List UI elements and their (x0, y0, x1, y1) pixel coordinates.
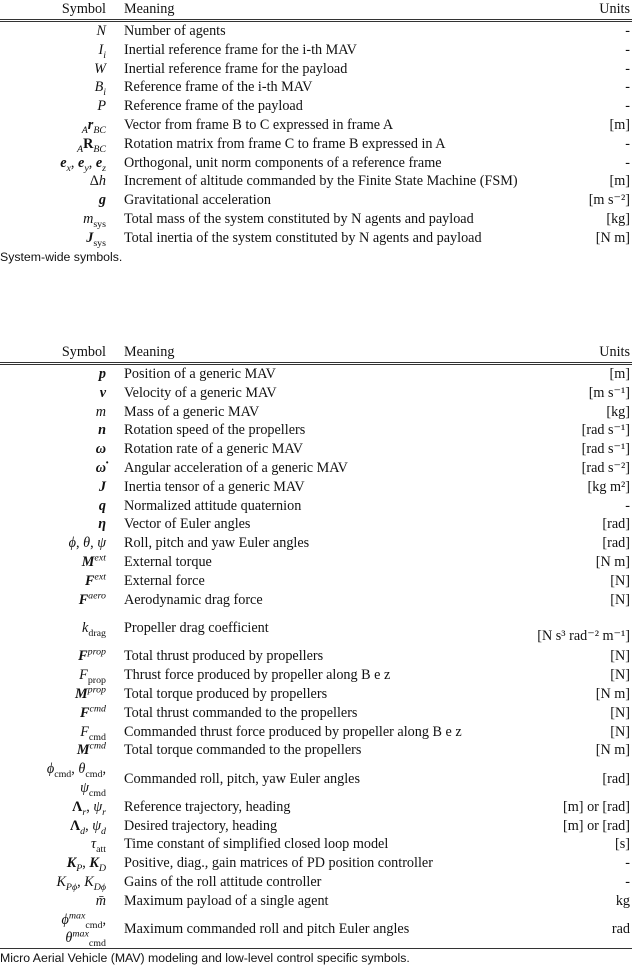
table-row (0, 760, 632, 798)
units-cell: [m] or [rad] (563, 817, 630, 834)
units-cell: [rad s⁻¹] (581, 441, 630, 458)
meaning-cell: Gravitational acceleration (124, 192, 271, 209)
meaning-cell: Desired trajectory, heading (124, 817, 278, 834)
symbol-cell: $K_{P\phi}$, $K_{D\phi}$ (56, 873, 106, 893)
symbol-cell: Δh (89, 173, 106, 190)
table-row (0, 478, 632, 497)
symbol-cell: $_Ar_{BC}$ (81, 116, 106, 136)
meaning-cell: Position of a generic MAV (124, 366, 276, 382)
table-row (0, 78, 632, 97)
symbol-cell: P (97, 98, 106, 115)
units-cell: - (625, 98, 630, 115)
symbol-cell: $\Lambda_r$, $\psi_r$ (72, 798, 106, 818)
symbol-cell: m (95, 403, 106, 420)
meaning-cell: Rotation speed of the propellers (124, 422, 306, 439)
meaning-cell: Commanded roll, pitch, yaw Euler angles (124, 770, 361, 787)
meaning-cell: Propeller drag coefficient (124, 619, 269, 636)
header-row (0, 0, 632, 21)
units-cell: kg (615, 892, 630, 909)
table-row (0, 817, 632, 836)
table-row (0, 440, 632, 459)
table-row (0, 572, 632, 591)
symbol-cell: v (99, 384, 106, 401)
units-cell: [rad] (602, 516, 630, 533)
table-caption: System-wide symbols. (0, 249, 123, 264)
units-cell: [kg] (606, 210, 630, 227)
table-row (0, 854, 632, 873)
symbol-cell: $\phi^{max}_{cmd}$, $\theta^{max}_{cmd}$ (61, 909, 106, 950)
units-cell: [kg] (606, 403, 630, 420)
table-row (0, 116, 632, 135)
meaning-cell: Velocity of a generic MAV (124, 384, 277, 401)
meaning-cell: Total thrust commanded to the propellers (124, 704, 358, 721)
meaning-cell: Gains of the roll attitude controller (124, 873, 322, 890)
table-row (0, 191, 632, 210)
units-cell: - (625, 855, 630, 872)
table-row (0, 892, 632, 911)
units-cell: [m s⁻¹] (588, 384, 630, 401)
units-cell: - (625, 60, 630, 77)
meaning-cell: Vector of Euler angles (124, 516, 251, 533)
symbol-cell: $k_{drag}$ (82, 619, 106, 639)
table-row (0, 515, 632, 534)
meaning-cell: Rotation rate of a generic MAV (124, 441, 303, 458)
symbol-cell: $e_x$, $e_y$, $e_z$ (60, 154, 106, 174)
table-row (0, 384, 632, 403)
header-units: Units (599, 1, 630, 17)
meaning-cell: Angular acceleration of a generic MAV (124, 459, 348, 476)
table-row (0, 685, 632, 704)
symbol-cell: q (98, 497, 106, 514)
symbol-cell: $M^{ext}$ (81, 552, 106, 570)
units-cell: rad (611, 920, 630, 937)
meaning-cell: Vector from frame B to C expressed in frame A (124, 116, 394, 133)
table-row (0, 403, 632, 422)
table-row (0, 154, 632, 173)
symbol-cell: g (98, 192, 106, 209)
meaning-cell: Total inertia of the system constituted by N agents and payload (124, 229, 482, 246)
meaning-cell: External torque (124, 553, 212, 570)
table-row (0, 364, 632, 384)
meaning-cell: Inertia tensor of a generic MAV (124, 478, 305, 495)
units-cell: [N] (610, 667, 630, 684)
symbol-cell: $F^{aero}$ (78, 589, 106, 608)
meaning-cell: Inertial reference frame for the payload (124, 60, 348, 77)
table-row (0, 135, 632, 154)
units-cell: [m] (609, 366, 630, 382)
table-row (0, 609, 632, 647)
meaning-cell: Total thrust produced by propellers (124, 648, 324, 665)
meaning-cell: Total torque produced by propellers (124, 685, 328, 702)
meaning-cell: Total torque commanded to the propellers (124, 742, 362, 759)
meaning-cell: Increment of altitude commanded by the Finite State Machine (FSM) (124, 173, 518, 190)
units-cell: - (625, 79, 630, 96)
system-symbols-table (0, 0, 640, 264)
table-row (0, 553, 632, 572)
meaning-cell: Commanded thrust force produced by propeller along B e z (124, 723, 462, 740)
symbol-cell: $_AR_{BC}$ (77, 135, 106, 155)
table-row (0, 704, 632, 723)
symbol-cell: ω (95, 441, 106, 458)
symbol-cell: $M^{cmd}$ (76, 740, 106, 759)
units-cell: [N] (610, 591, 630, 608)
table-row (0, 911, 632, 949)
table-row (0, 21, 632, 41)
table-row (0, 835, 632, 854)
table-row (0, 60, 632, 79)
header-symbol: Symbol (61, 344, 106, 360)
table-row (0, 798, 632, 817)
symbol-cell: $F_{cmd}$ (80, 723, 106, 743)
units-cell: - (625, 873, 630, 890)
symbol-cell: m̄ (95, 892, 106, 909)
symbol-cell: $F_{prop}$ (79, 667, 106, 686)
meaning-cell: Reference frame of the i-th MAV (124, 79, 313, 96)
units-cell: [rad s⁻²] (581, 459, 630, 476)
units-cell: [m] (609, 173, 630, 190)
table-row (0, 647, 632, 666)
units-cell: - (625, 135, 630, 152)
meaning-cell: Thrust force produced by propeller along B e z (124, 667, 391, 684)
units-cell: [N] (610, 572, 630, 589)
mav-symbols-table (0, 343, 640, 965)
meaning-cell: Maximum payload of a single agent (124, 892, 329, 909)
meaning-cell: Time constant of simplified closed loop model (124, 836, 389, 853)
units-cell: [m] (609, 116, 630, 133)
units-cell: [m] or [rad] (563, 798, 630, 815)
units-cell: [rad] (602, 535, 630, 552)
units-cell: [N m] (595, 685, 630, 702)
meaning-cell: Inertial reference frame for the i-th MAV (124, 41, 357, 58)
meaning-cell: Positive, diag., gain matrices of PD position controller (124, 855, 433, 872)
meaning-cell: Normalized attitude quaternion (124, 497, 302, 514)
units-cell: [rad s⁻¹] (581, 422, 630, 439)
symbol-cell: ω̇ (95, 459, 106, 476)
table-row (0, 534, 632, 553)
table-row (0, 459, 632, 478)
units-cell: [rad] (602, 770, 630, 787)
symbol-cell: N (96, 23, 106, 39)
table-caption: Micro Aerial Vehicle (MAV) modeling and low-level control specific symbols. (0, 951, 410, 966)
units-cell: [m s⁻²] (588, 192, 630, 209)
table-row (0, 41, 632, 60)
units-cell: [s] (615, 836, 630, 853)
table-row (0, 229, 632, 248)
symbol-cell: $M^{prop}$ (74, 684, 106, 702)
header-meaning: Meaning (124, 344, 175, 360)
symbol-cell: J (98, 478, 106, 495)
symbol-cell: $m_{sys}$ (83, 210, 106, 230)
units-cell: [N s³ rad⁻² m⁻¹] (537, 627, 630, 644)
units-cell: [N m] (595, 742, 630, 759)
table-row (0, 421, 632, 440)
symbol-cell: $B_i$ (94, 79, 106, 99)
table-row (0, 172, 632, 191)
symbol-cell: p (98, 366, 106, 382)
table-row (0, 873, 632, 892)
units-cell: [N m] (595, 229, 630, 246)
units-cell: - (625, 154, 630, 171)
table-row (0, 723, 632, 742)
symbol-cell: η (98, 516, 106, 533)
units-cell: - (625, 23, 630, 39)
table-row (0, 666, 632, 685)
meaning-cell: Number of agents (124, 23, 226, 39)
table-row (0, 210, 632, 229)
symbol-cell: $J_{sys}$ (86, 229, 106, 249)
meaning-cell: Aerodynamic drag force (124, 591, 263, 608)
units-cell: [kg m²] (587, 478, 630, 495)
symbol-cell: $\Lambda_d$, $\psi_d$ (69, 817, 106, 837)
symbol-cell: $I_i$ (98, 41, 106, 61)
table-row (0, 497, 632, 516)
symbol-cell: $\phi_{cmd}$, $\theta_{cmd}$, $\psi_{cmd}$ (46, 761, 106, 799)
header-units: Units (599, 344, 630, 360)
symbol-cell: $F^{ext}$ (84, 571, 106, 589)
table-row (0, 591, 632, 610)
units-cell: [N] (610, 723, 630, 740)
table-row (0, 741, 632, 760)
meaning-cell: Rotation matrix from frame C to frame B expressed in A (124, 135, 446, 152)
meaning-cell: Reference frame of the payload (124, 98, 303, 115)
units-cell: - (625, 497, 630, 514)
header-row (0, 343, 632, 364)
symbol-cell: $\tau_{att}$ (91, 836, 106, 856)
units-cell: [N] (610, 648, 630, 665)
meaning-cell: Mass of a generic MAV (124, 403, 260, 420)
symbol-cell: ϕ, θ, ψ (68, 535, 106, 552)
symbol-cell: $K_P$, $K_D$ (66, 855, 106, 874)
units-cell: - (625, 41, 630, 58)
units-cell: [N m] (595, 553, 630, 570)
symbol-cell: $F^{cmd}$ (80, 703, 106, 721)
header-symbol: Symbol (61, 1, 106, 17)
meaning-cell: External force (124, 572, 205, 589)
units-cell: [N] (610, 704, 630, 721)
meaning-cell: Total mass of the system constituted by N agents and payload (124, 210, 474, 227)
symbol-cell: W (94, 60, 106, 77)
symbol-cell: $F^{prop}$ (78, 646, 106, 665)
meaning-cell: Roll, pitch and yaw Euler angles (124, 535, 310, 552)
meaning-cell: Reference trajectory, heading (124, 798, 291, 815)
meaning-cell: Orthogonal, unit norm components of a reference frame (124, 154, 442, 171)
symbol-cell: n (98, 422, 106, 439)
header-meaning: Meaning (124, 1, 175, 17)
meaning-cell: Maximum commanded roll and pitch Euler angles (124, 920, 410, 937)
table-row (0, 97, 632, 116)
